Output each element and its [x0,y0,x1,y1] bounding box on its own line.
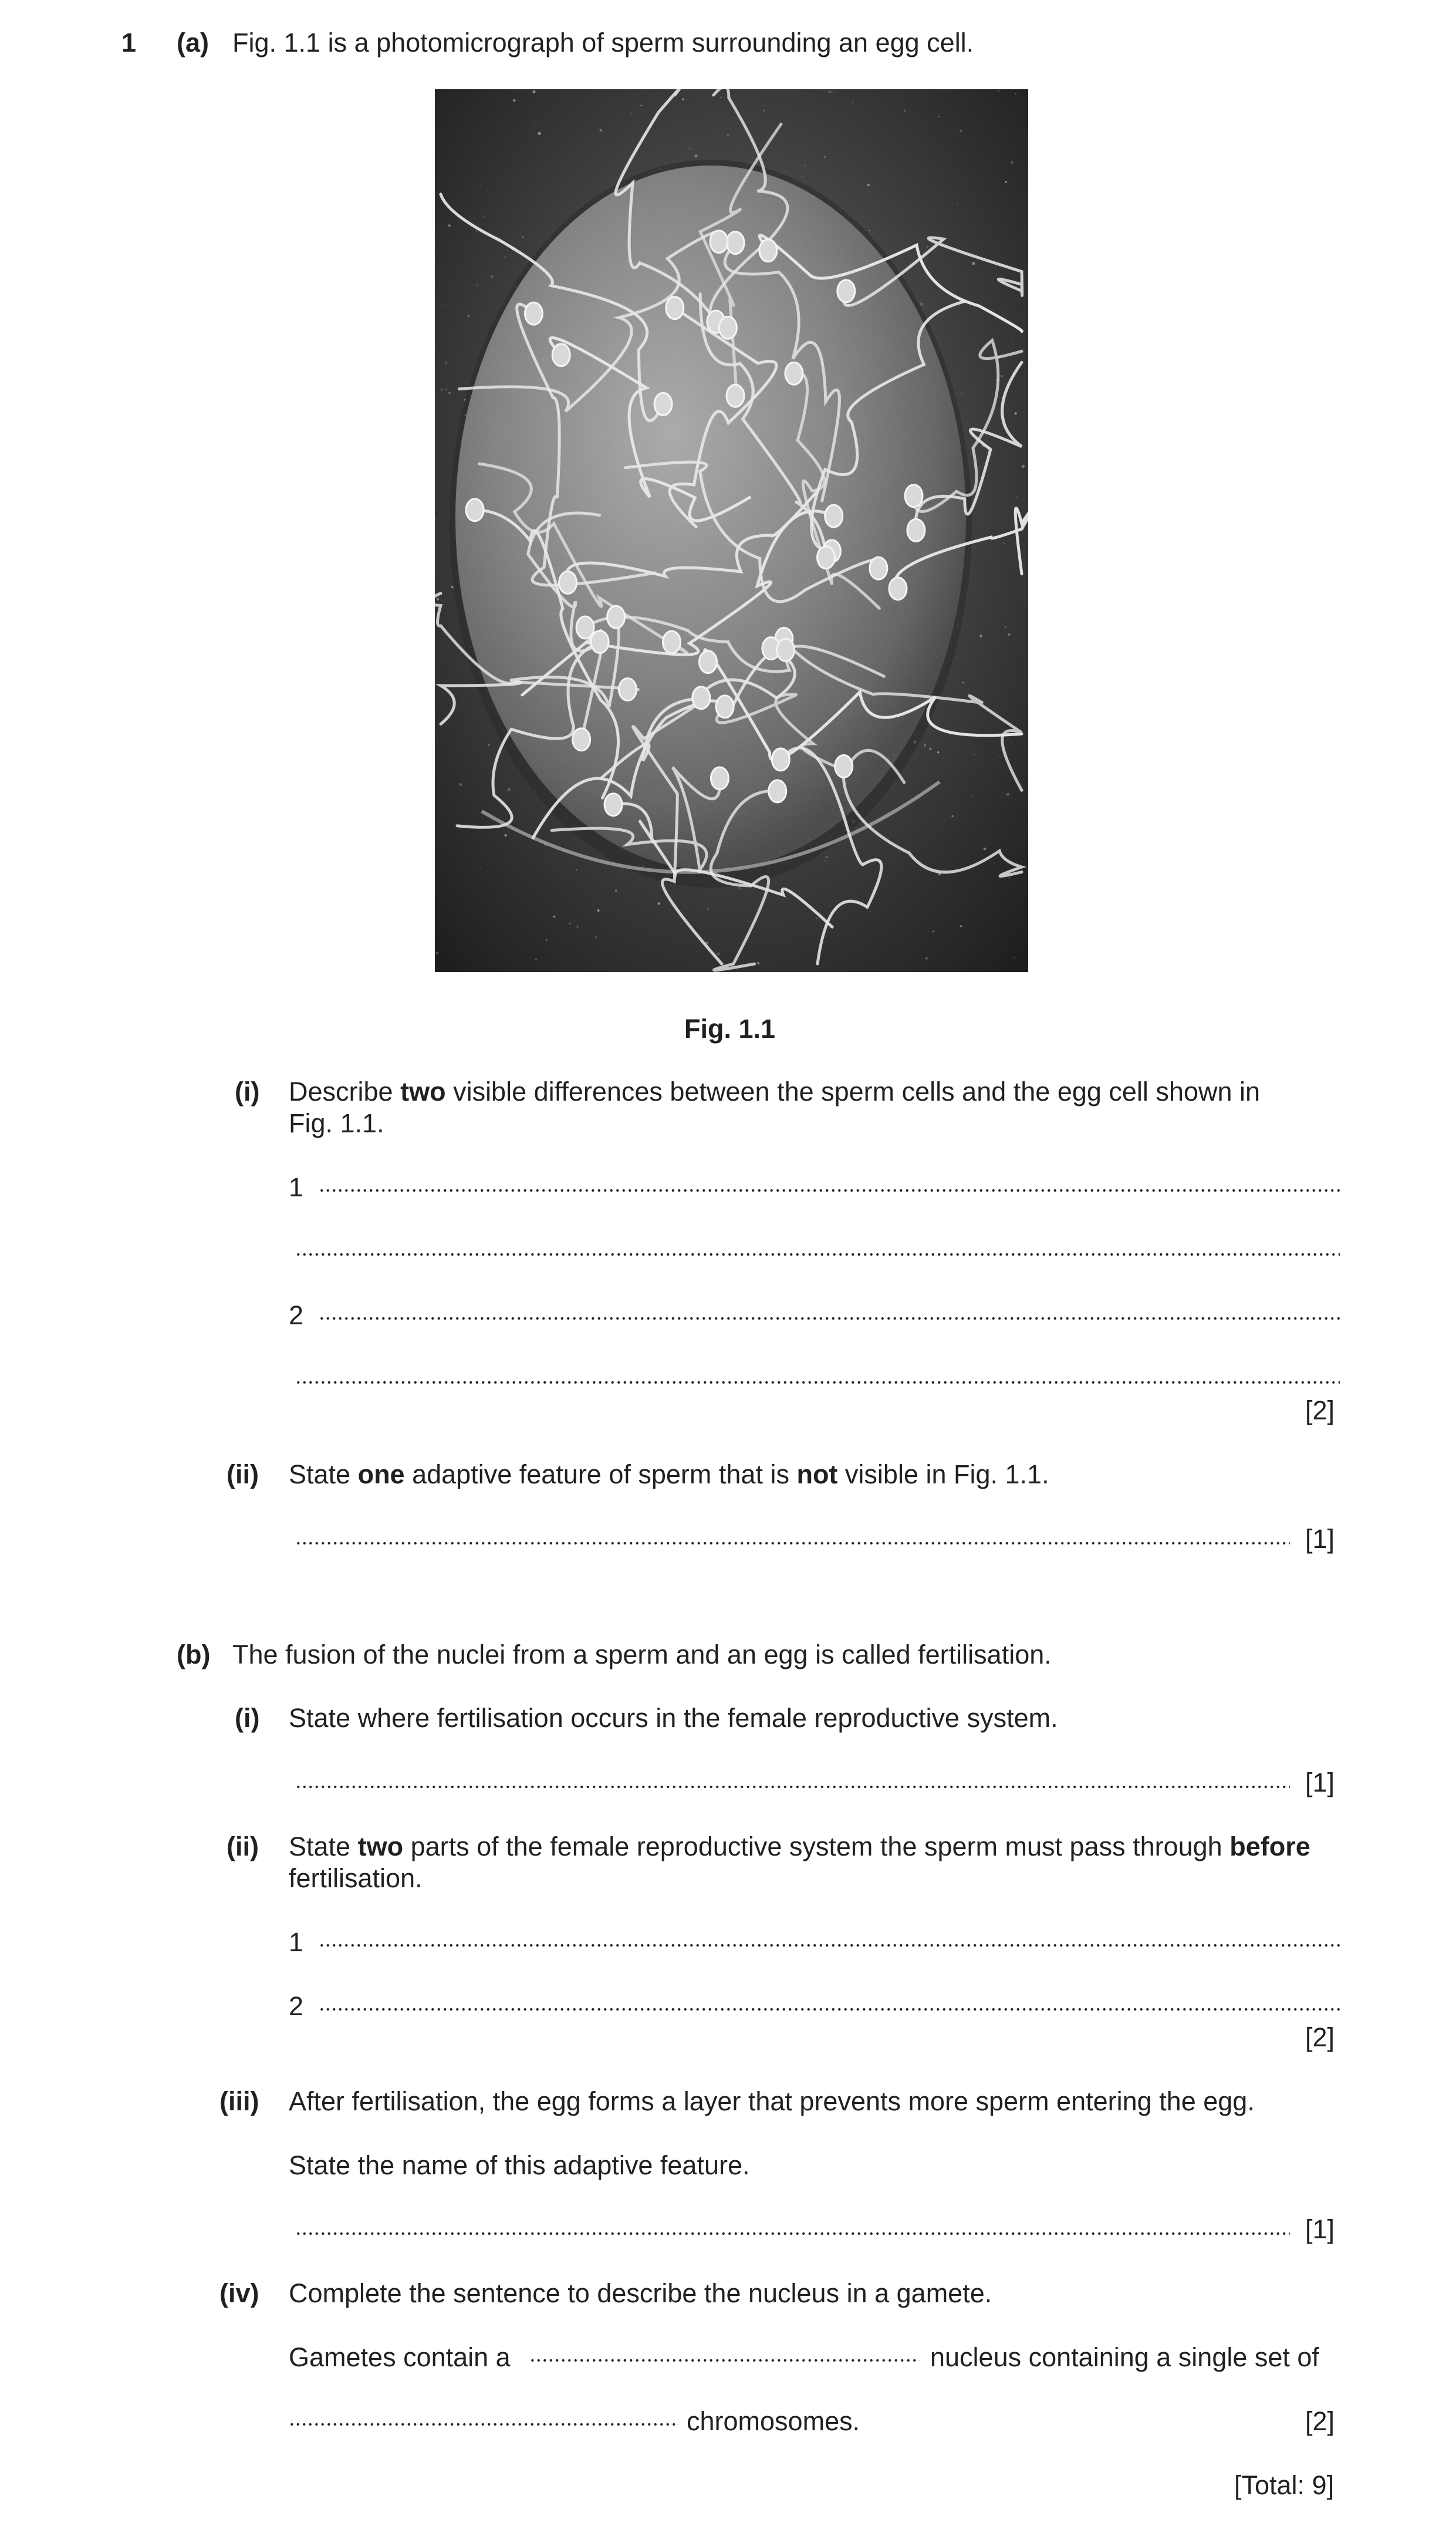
part-b-i-question: State where fertilisation occurs in the female reproductive system. [289,1703,1058,1733]
part-b-iv-question: Complete the sentence to describe the nucleus in a gamete. [289,2278,992,2308]
part-a-intro: Fig. 1.1 is a photomicrograph of sperm surrounding an egg cell. [232,28,974,58]
sentence-start: Gametes contain a [289,2342,511,2372]
answer-line-a-i-4[interactable] [295,1379,1340,1385]
answer-line-b-ii-2[interactable] [319,2006,1340,2012]
part-b-label: (b) [177,1640,211,1669]
part-b-ii-label: (ii) [227,1831,259,1861]
answer-number-1: 1 [289,1927,304,1957]
marks-b-i: [1] [1305,1768,1335,1797]
total-marks: [Total: 9] [1234,2470,1335,2500]
figure-caption: Fig. 1.1 [684,1014,776,1044]
answer-number-1: 1 [289,1172,304,1202]
marks-b-ii: [2] [1305,2022,1335,2052]
part-b-iii-label: (iii) [219,2086,259,2116]
answer-number-2: 2 [289,1991,304,2021]
sperm-egg-photomicrograph [435,89,1028,972]
blank-2[interactable] [289,2421,679,2427]
part-a-i-question: Describe two visible differences between the sperm cells and the egg cell shown in [289,1077,1261,1107]
answer-line-a-i-3[interactable] [319,1316,1340,1321]
part-b-ii-question: State two parts of the female reproductive system the sperm must pass through before [289,1831,1310,1861]
answer-line-b-iii[interactable] [295,2231,1290,2237]
part-b-i-label: (i) [235,1703,260,1733]
marks-a-i: [2] [1305,1395,1335,1425]
marks-a-ii: [1] [1305,1524,1335,1554]
sentence-middle: nucleus containing a single set of [930,2342,1319,2372]
part-a-ii-label: (ii) [227,1459,259,1489]
part-b-iv-label: (iv) [219,2278,259,2308]
answer-number-2: 2 [289,1300,304,1330]
part-a-ii-question: State one adaptive feature of sperm that is not visible in Fig. 1.1. [289,1459,1049,1489]
part-a-label: (a) [177,28,209,58]
marks-b-iii: [1] [1305,2214,1335,2244]
answer-line-a-i-2[interactable] [295,1252,1340,1257]
marks-b-iv: [2] [1305,2406,1335,2436]
sentence-end: chromosomes. [687,2406,860,2436]
answer-line-a-i-1[interactable] [319,1188,1340,1193]
answer-line-a-ii[interactable] [295,1540,1290,1546]
answer-line-b-i[interactable] [295,1784,1290,1790]
part-b-iii-question: After fertilisation, the egg forms a layer that prevents more sperm entering the egg. [289,2086,1255,2116]
blank-1[interactable] [529,2357,920,2363]
question-number: 1 [121,28,137,58]
answer-line-b-ii-1[interactable] [319,1942,1340,1948]
part-a-i-question-line2: Fig. 1.1. [289,1108,384,1138]
part-a-i-label: (i) [235,1077,260,1107]
part-b-iii-instruction: State the name of this adaptive feature. [289,2150,750,2180]
part-b-ii-question-line2: fertilisation. [289,1863,423,1893]
part-b-intro: The fusion of the nuclei from a sperm and an egg is called fertilisation. [232,1640,1052,1669]
